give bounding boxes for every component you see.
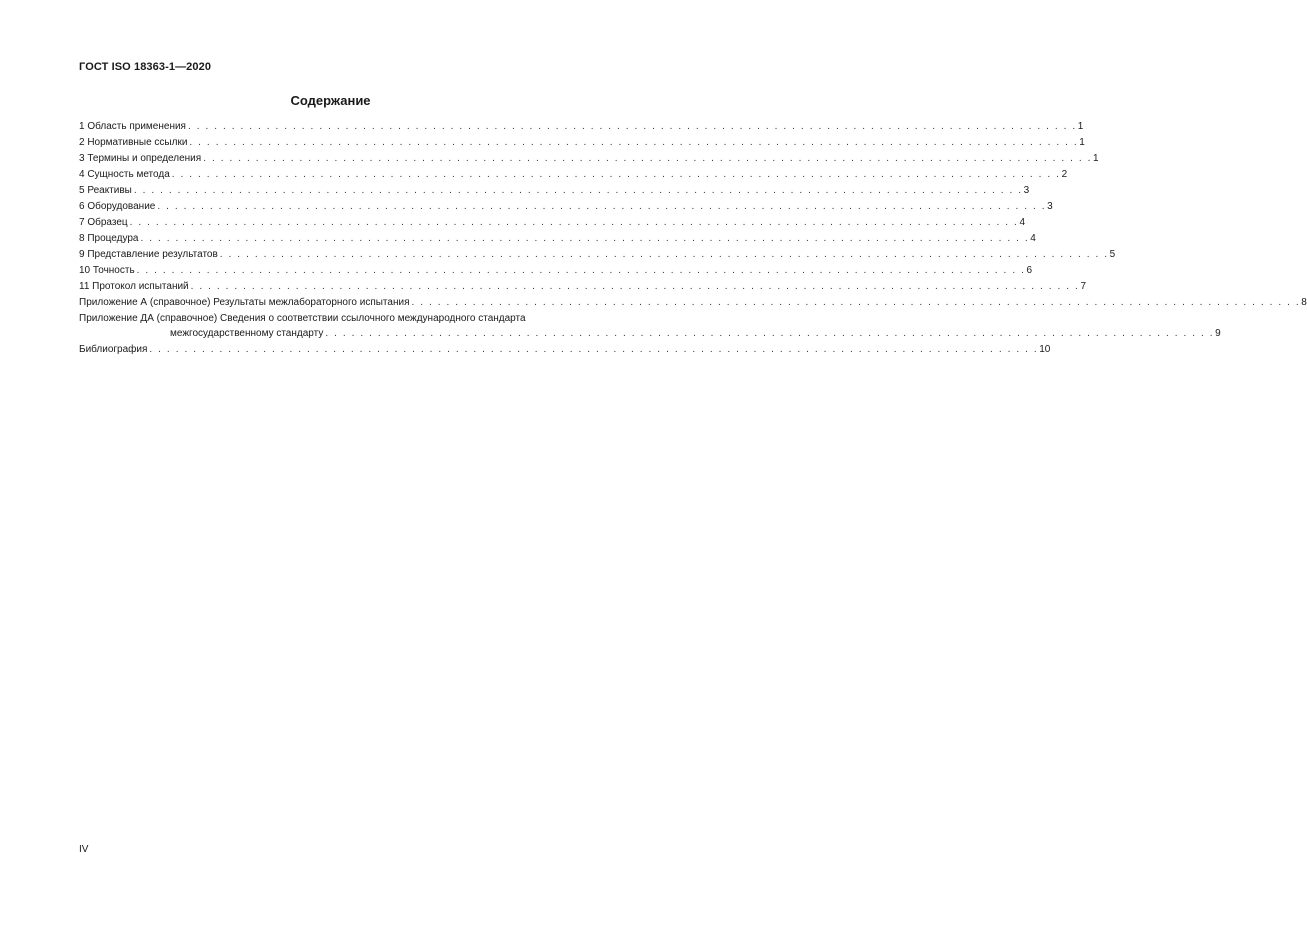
toc-leader-dots: . . . . . . . . . . . . . . . . . . . . . . . . . . . . . . . . . . . . . . . . . . . . . . . . . . . . . . . . . . . . . . . . . . . . . . . . . . . . . . . . . . . . . . . . . . . . . . . . . . . . . . xyxy=(171,169,1061,180)
toc-leader-dots: . . . . . . . . . . . . . . . . . . . . . . . . . . . . . . . . . . . . . . . . . . . . . . . . . . . . . . . . . . . . . . . . . . . . . . . . . . . . . . . . . . . . . . . . . . . . . . . . . . . . . . xyxy=(411,297,1301,308)
toc-entry-8[interactable] xyxy=(79,231,1036,247)
toc-entry-label: Приложение А (справочное) Результаты межлабораторного испытания xyxy=(79,297,410,308)
page-title: Содержание xyxy=(290,93,371,108)
toc-entry-7[interactable] xyxy=(79,215,1025,231)
toc-entry-page: 8 xyxy=(1301,297,1307,308)
toc-entry-label: 7 Образец xyxy=(79,217,128,228)
toc-entry-page: 1 xyxy=(1093,153,1099,164)
toc-entry-label-continuation: межгосударственному стандарту xyxy=(170,328,324,339)
toc-entry-9[interactable] xyxy=(79,247,1116,263)
toc-entry-11[interactable] xyxy=(79,279,1087,295)
page-number: IV xyxy=(79,844,89,855)
toc-entry-appendix-da-continuation[interactable] xyxy=(79,326,1221,342)
toc-entry-label: 4 Сущность метода xyxy=(79,169,170,180)
toc-entry-page: 7 xyxy=(1080,281,1087,292)
toc-entry-3[interactable] xyxy=(79,151,1099,167)
toc-entry-page: 6 xyxy=(1026,265,1033,276)
toc-entry-label: 10 Точность xyxy=(79,265,135,276)
toc-entry-bibliography[interactable] xyxy=(79,342,1051,358)
toc-entry-label: 9 Представление результатов xyxy=(79,249,218,260)
toc-entry-label: Приложение ДА (справочное) Сведения о соответствии ссылочного международного стандарта xyxy=(79,313,526,324)
toc-entry-page: 10 xyxy=(1039,344,1051,355)
toc-entry-1[interactable] xyxy=(79,119,1084,135)
toc-leader-dots: . . . . . . . . . . . . . . . . . . . . . . . . . . . . . . . . . . . . . . . . . . . . . . . . . . . . . . . . . . . . . . . . . . . . . . . . . . . . . . . . . . . . . . . . . . . . . . . . . . . . . . xyxy=(136,265,1026,276)
toc-entry-label: 11 Протокол испытаний xyxy=(79,281,189,292)
toc-leader-dots: . . . . . . . . . . . . . . . . . . . . . . . . . . . . . . . . . . . . . . . . . . . . . . . . . . . . . . . . . . . . . . . . . . . . . . . . . . . . . . . . . . . . . . . . . . . . . . . . . . . . . . xyxy=(203,153,1092,164)
table-of-contents xyxy=(79,119,1307,358)
toc-entry-page: 3 xyxy=(1023,185,1030,196)
toc-entry-page: 1 xyxy=(1079,137,1085,148)
document-header: ГОСТ ISO 18363-1—2020 xyxy=(79,61,212,73)
toc-entry-label: 6 Оборудование xyxy=(79,201,156,212)
toc-entry-label: 1 Область применения xyxy=(79,121,186,132)
toc-leader-dots: . . . . . . . . . . . . . . . . . . . . . . . . . . . . . . . . . . . . . . . . . . . . . . . . . . . . . . . . . . . . . . . . . . . . . . . . . . . . . . . . . . . . . . . . . . . . . . . . . . . . . . xyxy=(149,344,1039,355)
toc-entry-page: 2 xyxy=(1061,169,1068,180)
toc-entry-label: 3 Термины и определения xyxy=(79,153,202,164)
toc-leader-dots: . . . . . . . . . . . . . . . . . . . . . . . . . . . . . . . . . . . . . . . . . . . . . . . . . . . . . . . . . . . . . . . . . . . . . . . . . . . . . . . . . . . . . . . . . . . . . . . . . . . . . . xyxy=(157,201,1047,212)
toc-leader-dots: . . . . . . . . . . . . . . . . . . . . . . . . . . . . . . . . . . . . . . . . . . . . . . . . . . . . . . . . . . . . . . . . . . . . . . . . . . . . . . . . . . . . . . . . . . . . . . . . . . . . . . xyxy=(129,217,1019,228)
toc-entry-page: 9 xyxy=(1215,328,1221,339)
toc-leader-dots: . . . . . . . . . . . . . . . . . . . . . . . . . . . . . . . . . . . . . . . . . . . . . . . . . . . . . . . . . . . . . . . . . . . . . . . . . . . . . . . . . . . . . . . . . . . . . . . . . . . . . . xyxy=(140,233,1030,244)
toc-entry-2[interactable] xyxy=(79,135,1085,151)
toc-entry-6[interactable] xyxy=(79,199,1053,215)
toc-entry-label: 8 Процедура xyxy=(79,233,139,244)
toc-entry-page: 5 xyxy=(1109,249,1116,260)
toc-entry-appendix-da[interactable] xyxy=(79,311,613,326)
toc-entry-label: 5 Реактивы xyxy=(79,185,132,196)
toc-entry-5[interactable] xyxy=(79,183,1030,199)
toc-entry-label: 2 Нормативные ссылки xyxy=(79,137,188,148)
toc-entry-page: 3 xyxy=(1047,201,1053,212)
toc-entry-4[interactable] xyxy=(79,167,1068,183)
toc-leader-dots: . . . . . . . . . . . . . . . . . . . . . . . . . . . . . . . . . . . . . . . . . . . . . . . . . . . . . . . . . . . . . . . . . . . . . . . . . . . . . . . . . . . . . . . . . . . . . . . . . . . . . . xyxy=(325,328,1215,339)
toc-entry-label: Библиография xyxy=(79,344,148,355)
toc-leader-dots: . . . . . . . . . . . . . . . . . . . . . . . . . . . . . . . . . . . . . . . . . . . . . . . . . . . . . . . . . . . . . . . . . . . . . . . . . . . . . . . . . . . . . . . . . . . . . . . . . . . . . . xyxy=(190,281,1080,292)
toc-entry-page: 1 xyxy=(1077,121,1084,132)
toc-entry-10[interactable] xyxy=(79,263,1033,279)
toc-entry-appendix-a[interactable] xyxy=(79,295,1307,311)
toc-leader-dots: . . . . . . . . . . . . . . . . . . . . . . . . . . . . . . . . . . . . . . . . . . . . . . . . . . . . . . . . . . . . . . . . . . . . . . . . . . . . . . . . . . . . . . . . . . . . . . . . . . . . . . xyxy=(189,137,1079,148)
toc-leader-dots: . . . . . . . . . . . . . . . . . . . . . . . . . . . . . . . . . . . . . . . . . . . . . . . . . . . . . . . . . . . . . . . . . . . . . . . . . . . . . . . . . . . . . . . . . . . . . . . . . . . . . . xyxy=(133,185,1023,196)
toc-entry-page: 4 xyxy=(1030,233,1036,244)
toc-entry-page: 4 xyxy=(1019,217,1025,228)
toc-leader-dots: . . . . . . . . . . . . . . . . . . . . . . . . . . . . . . . . . . . . . . . . . . . . . . . . . . . . . . . . . . . . . . . . . . . . . . . . . . . . . . . . . . . . . . . . . . . . . . . . . . . . . . xyxy=(187,121,1077,132)
toc-leader-dots: . . . . . . . . . . . . . . . . . . . . . . . . . . . . . . . . . . . . . . . . . . . . . . . . . . . . . . . . . . . . . . . . . . . . . . . . . . . . . . . . . . . . . . . . . . . . . . . . . . . . . . xyxy=(219,249,1109,260)
